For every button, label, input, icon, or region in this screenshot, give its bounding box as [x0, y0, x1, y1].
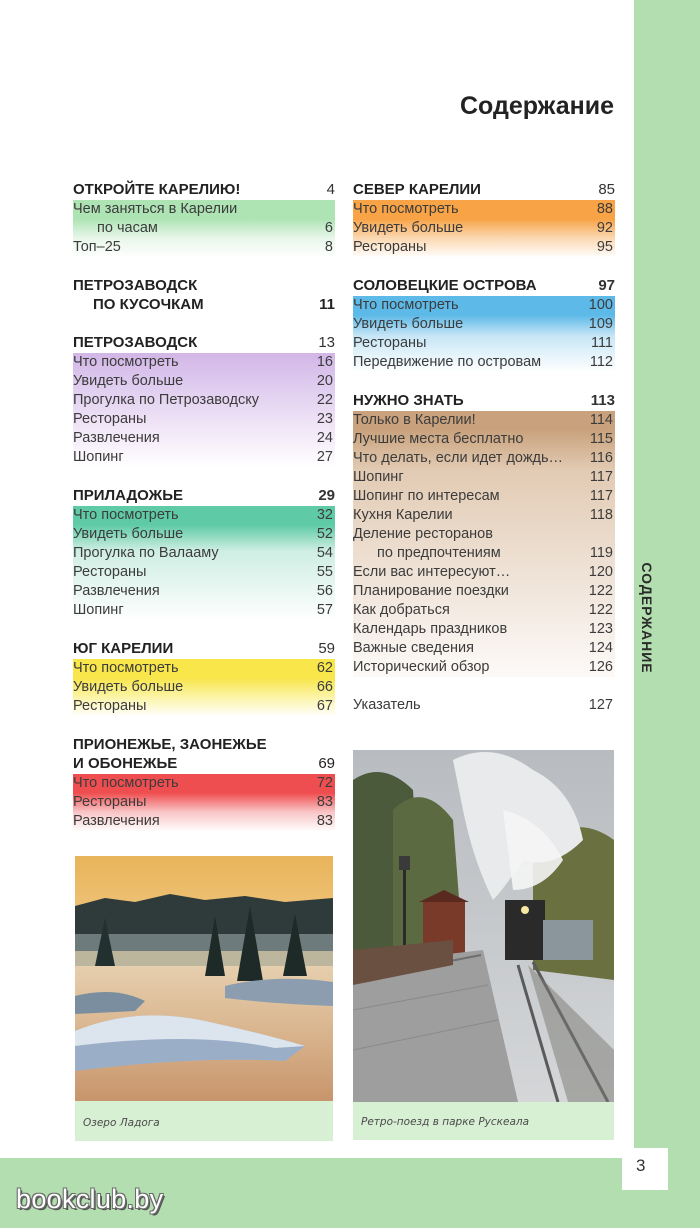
toc-item[interactable]: Увидеть больше 92 [353, 220, 613, 236]
toc-section-heading[interactable]: СОЛОВЕЦКИЕ ОСТРОВА 97 [353, 277, 615, 294]
toc-item[interactable]: Шопинг 57 [73, 602, 333, 618]
toc-section-solovetsky [353, 276, 615, 372]
toc-item[interactable]: Исторический обзор 126 [353, 659, 613, 675]
toc-item[interactable]: Что посмотреть 72 [73, 775, 333, 791]
toc-item[interactable]: Увидеть больше 20 [73, 373, 333, 389]
toc-item-group [73, 774, 335, 831]
toc-section-heading[interactable]: ОТКРОЙТЕ КАРЕЛИЮ! 4 [73, 181, 335, 198]
toc-item-group [353, 296, 615, 372]
toc-item[interactable]: по часам 6 [97, 220, 333, 236]
toc-item[interactable]: по предпочтениям 119 [377, 545, 613, 561]
toc-right-column [353, 180, 615, 734]
toc-item[interactable]: Увидеть больше 52 [73, 526, 333, 542]
toc-item[interactable]: Шопинг по интересам 117 [353, 488, 613, 504]
toc-item-group [353, 696, 615, 715]
toc-section-heading[interactable]: НУЖНО ЗНАТЬ 113 [353, 392, 615, 409]
toc-left-column [73, 180, 335, 850]
toc-section-prionezhye [73, 735, 335, 831]
toc-item[interactable]: Прогулка по Петрозаводску 22 [73, 392, 333, 408]
toc-item[interactable]: Развлечения 56 [73, 583, 333, 599]
side-section-label: СОДЕРЖАНИЕ [639, 561, 655, 674]
toc-item-group [73, 506, 335, 620]
toc-item-index[interactable]: Указатель 127 [353, 697, 613, 713]
toc-item[interactable]: Лучшие места бесплатно 115 [353, 431, 613, 447]
toc-item[interactable]: Рестораны 111 [353, 335, 613, 351]
photo-lake-ladoga [75, 856, 333, 1141]
toc-section-need-to-know [353, 391, 615, 677]
toc-item[interactable]: Что посмотреть 100 [353, 297, 613, 313]
toc-item[interactable]: Шопинг 117 [353, 469, 613, 485]
photo-caption: Ретро-поезд в парке Рускеала [361, 1116, 530, 1128]
toc-item[interactable]: Что делать, если идет дождь… 116 [353, 450, 613, 466]
toc-item[interactable]: Что посмотреть 88 [353, 201, 613, 217]
toc-item[interactable]: Увидеть больше 109 [353, 316, 613, 332]
toc-item[interactable]: Если вас интересуют… 120 [353, 564, 613, 580]
toc-item[interactable]: Развлечения 24 [73, 430, 333, 446]
toc-item[interactable]: Увидеть больше 66 [73, 679, 333, 695]
lake-ladoga-image [75, 856, 333, 1101]
toc-item-group [73, 200, 335, 257]
toc-section-discover [73, 180, 335, 257]
toc-item[interactable]: Рестораны 67 [73, 698, 333, 714]
toc-item-group [353, 200, 615, 257]
toc-item[interactable]: Только в Карелии! 114 [353, 412, 613, 428]
toc-item[interactable]: Календарь праздников 123 [353, 621, 613, 637]
toc-item[interactable]: Чем заняться в Карелии [73, 201, 238, 217]
page-number: 3 [636, 1156, 646, 1175]
toc-item-group [73, 353, 335, 467]
toc-section-heading[interactable]: ПЕТРОЗАВОДСК 13 [73, 334, 335, 351]
toc-item[interactable]: Рестораны 95 [353, 239, 613, 255]
toc-item[interactable]: Топ–25 8 [73, 239, 333, 255]
toc-item[interactable]: Что посмотреть 62 [73, 660, 333, 676]
retro-train-image [353, 750, 614, 1102]
toc-section-heading[interactable]: СЕВЕР КАРЕЛИИ 85 [353, 181, 615, 198]
toc-item[interactable]: Деление ресторанов [353, 526, 493, 542]
toc-item[interactable]: Шопинг 27 [73, 449, 333, 465]
toc-section-heading[interactable]: ПЕТРОЗАВОДСК ПО КУСОЧКАМ 11 [73, 277, 335, 313]
toc-section-heading[interactable]: ЮГ КАРЕЛИИ 59 [73, 640, 335, 657]
toc-section-petrozavodsk [73, 333, 335, 467]
toc-item[interactable]: Планирование поездки 122 [353, 583, 613, 599]
watermark: bookclub.by [16, 1184, 164, 1214]
toc-section-priladozhye [73, 486, 335, 620]
toc-section-south-karelia [73, 639, 335, 716]
toc-item-group [353, 411, 615, 677]
toc-section-index [353, 696, 615, 715]
toc-item[interactable]: Прогулка по Валааму 54 [73, 545, 333, 561]
toc-section-heading[interactable]: ПРИЛАДОЖЬЕ 29 [73, 487, 335, 504]
toc-item-group [73, 659, 335, 716]
toc-item[interactable]: Что посмотреть 32 [73, 507, 333, 523]
toc-item[interactable]: Рестораны 83 [73, 794, 333, 810]
toc-section-heading[interactable]: ПРИОНЕЖЬЕ, ЗАОНЕЖЬЕ И ОБОНЕЖЬЕ 69 [73, 736, 335, 772]
page-title: Содержание [459, 92, 614, 120]
photo-caption: Озеро Ладога [83, 1117, 160, 1129]
toc-section-petrozavodsk-pieces [73, 276, 335, 314]
toc-item[interactable]: Передвижение по островам 112 [353, 354, 613, 370]
toc-item[interactable]: Рестораны 23 [73, 411, 333, 427]
toc-section-north-karelia [353, 180, 615, 257]
toc-item[interactable]: Развлечения 83 [73, 813, 333, 829]
toc-item[interactable]: Рестораны 55 [73, 564, 333, 580]
toc-item[interactable]: Что посмотреть 16 [73, 354, 333, 370]
photo-retro-train [353, 750, 614, 1140]
toc-item[interactable]: Важные сведения 124 [353, 640, 613, 656]
toc-item[interactable]: Кухня Карелии 118 [353, 507, 613, 523]
toc-item[interactable]: Как добраться 122 [353, 602, 613, 618]
